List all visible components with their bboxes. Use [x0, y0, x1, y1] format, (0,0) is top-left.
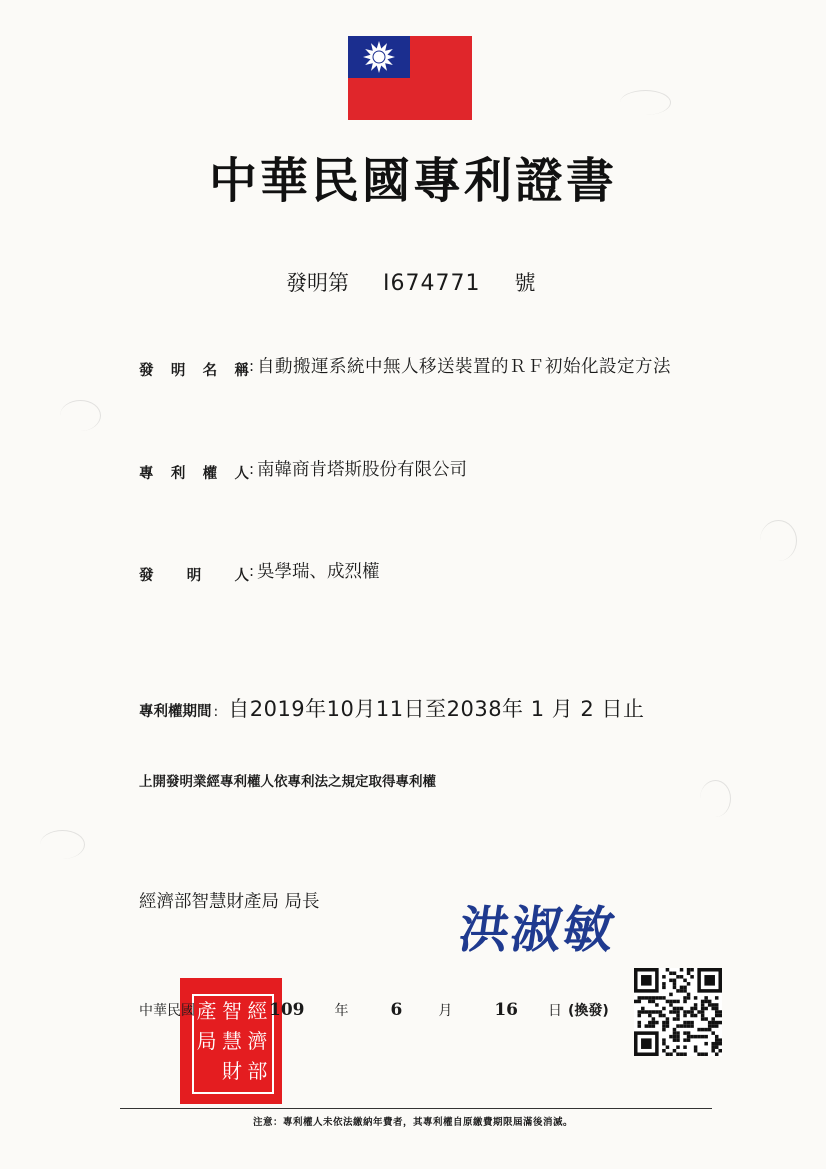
paper-fiber [40, 830, 85, 859]
grant-statement: 上開發明業經專利權人依專利法之規定取得專利權 [139, 774, 436, 790]
paper-fiber [700, 780, 731, 817]
date-year: 109 [269, 1000, 305, 1020]
date-note: (換發) [568, 1003, 609, 1019]
date-month: 6 [390, 1000, 403, 1020]
paper-fiber [60, 400, 101, 431]
field-label: 發 明 名 稱 [139, 363, 249, 379]
taiwan-flag-icon [348, 36, 472, 120]
footer-rule [120, 1108, 712, 1109]
field-patentee: 專 利 權 人 : 南韓商肯塔斯股份有限公司 [139, 460, 467, 482]
patent-number-line [286, 267, 535, 297]
field-label: 發 明 人 [139, 568, 249, 584]
seal-glyph-column: 經 濟 部 [247, 999, 268, 1083]
certificate-title: 中華民國專利證書 [208, 153, 617, 209]
field-invention-name: 發 明 名 稱 : 自動搬運系統中無人移送裝置的ＲＦ初始化設定方法 [139, 356, 697, 380]
issue-date [139, 1000, 609, 1020]
director-signature: 洪淑敏 [455, 900, 620, 959]
patent-number-prefix: 發明第 [286, 271, 349, 295]
official-seal [180, 978, 282, 1104]
patent-term-label: 專利權期間 [139, 704, 212, 720]
patent-number-suffix: 號 [514, 271, 536, 295]
patent-number: I674771 [383, 271, 481, 296]
footnote: 注意：專利權人未依法繳納年費者，其專利權自原繳費期限屆滿後消滅。 [252, 1117, 573, 1128]
date-day-unit: 日 [548, 1003, 563, 1019]
invention-name-value: 自動搬運系統中無人移送裝置的ＲＦ初始化設定方法 [257, 357, 671, 377]
date-year-unit: 年 [334, 1003, 349, 1019]
date-era: 中華民國 [139, 1003, 195, 1019]
field-inventors: 發 明 人 : 吳學瑞、成烈權 [139, 562, 380, 584]
seal-glyph-column: 智 慧 財 [221, 999, 242, 1083]
field-label: 專 利 權 人 [139, 466, 249, 482]
qr-code-icon [634, 968, 722, 1056]
date-day: 16 [494, 1000, 519, 1020]
date-month-unit: 月 [438, 1003, 453, 1019]
seal-glyph-column: 產 局 [196, 999, 217, 1053]
paper-fiber [620, 90, 671, 115]
patentee-value: 南韓商肯塔斯股份有限公司 [257, 460, 467, 480]
issuing-authority: 經濟部智慧財產局 局長 [139, 892, 320, 912]
patent-term: 專利權期間 : 自2019年10月11日至2038年 1 月 2 日止 [139, 693, 644, 723]
paper-fiber [760, 520, 797, 561]
patent-term-value: 自2019年10月11日至2038年 1 月 2 日止 [228, 697, 645, 721]
inventors-value: 吳學瑞、成烈權 [257, 562, 380, 582]
